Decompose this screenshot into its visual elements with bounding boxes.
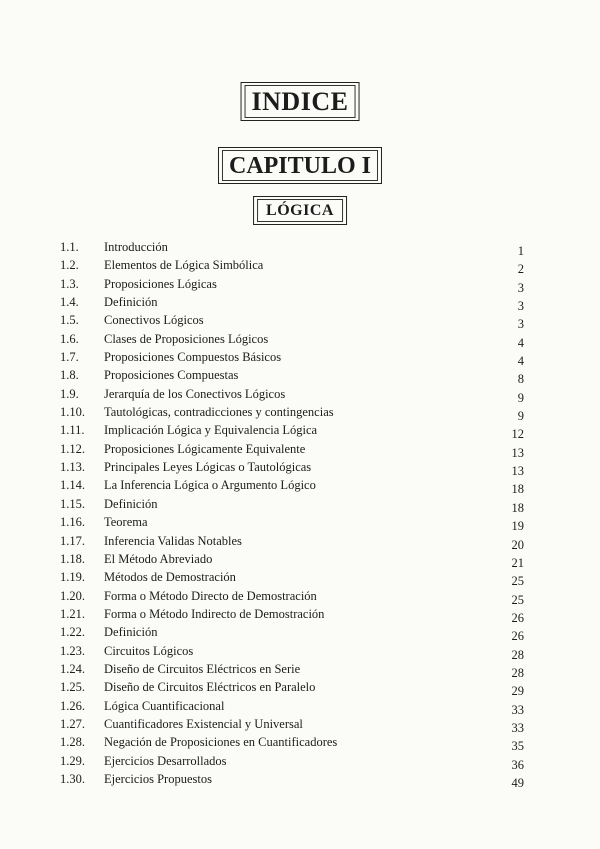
index-heading-box — [241, 82, 360, 121]
toc-entry-page: 21 — [511, 555, 524, 570]
toc-entry — [0, 550, 600, 568]
toc-entry-number: 1.4. — [60, 295, 79, 310]
toc-entry — [0, 623, 600, 644]
toc-entry — [0, 366, 600, 387]
toc-entry — [0, 678, 600, 699]
toc-entry-title: Forma o Método Directo de Demostración — [104, 588, 317, 603]
toc-entry-page: 20 — [511, 537, 524, 552]
toc-entry-title: Ejercicios Propuestos — [104, 771, 212, 786]
index-heading: INDICE — [245, 85, 356, 118]
toc-entry — [0, 660, 600, 678]
toc-entry-number: 1.16. — [60, 515, 85, 530]
toc-entry-title: Proposiciones Compuestos Básicos — [104, 350, 282, 365]
toc-entry-title: Diseño de Circuitos Eléctricos en Serie — [104, 661, 301, 676]
toc-entry-page: 2 — [517, 262, 524, 277]
toc-entry-page: 18 — [511, 500, 524, 515]
toc-entry-page: 9 — [517, 390, 524, 405]
toc-entry-page: 13 — [511, 464, 524, 479]
toc-entry-title: Lógica Cuantificacional — [104, 698, 225, 713]
toc-entry-title: Proposiciones Lógicamente Equivalente — [104, 441, 306, 456]
toc-entry-page: 33 — [511, 720, 524, 735]
toc-entry-page: 4 — [517, 354, 524, 369]
toc-entry-number: 1.29. — [60, 753, 85, 768]
toc-entry-title: Elementos de Lógica Simbólica — [104, 258, 264, 273]
toc-entry-title: Principales Leyes Lógicas o Tautológicas — [104, 460, 312, 475]
toc-entry — [0, 458, 600, 479]
toc-entry-title: El Método Abreviado — [104, 551, 213, 566]
toc-entry-title: Forma o Método Indirecto de Demostración — [104, 606, 325, 621]
toc-entry-number: 1.13. — [60, 460, 85, 475]
toc-entry — [0, 715, 600, 733]
toc-entry-number: 1.30. — [60, 771, 85, 786]
toc-entry-title: Definición — [104, 295, 158, 310]
toc-entry-number: 1.10. — [60, 405, 85, 420]
toc-entry-number: 1.7. — [60, 350, 79, 365]
toc-entry-title: Inferencia Validas Notables — [104, 533, 242, 548]
toc-entry-title: Proposiciones Compuestas — [104, 368, 239, 383]
toc-entry-number: 1.14. — [60, 478, 85, 493]
toc-entry-number: 1.28. — [60, 735, 85, 750]
toc-entry-number: 1.11. — [60, 423, 85, 438]
toc-entry-page: 25 — [511, 592, 524, 607]
toc-entry-page: 1 — [517, 244, 524, 258]
toc-entry-page: 12 — [511, 427, 524, 442]
toc-entry-page: 28 — [511, 665, 524, 680]
toc-entry — [0, 587, 600, 605]
toc-entry-page: 4 — [517, 335, 524, 350]
toc-entry-number: 1.3. — [60, 276, 79, 291]
toc-entry — [0, 385, 600, 403]
toc-entry-title: Diseño de Circuitos Eléctricos en Paralelo — [104, 680, 316, 695]
toc-entry — [0, 532, 600, 550]
toc-entry-title: Métodos de Demostración — [104, 570, 236, 585]
toc-entry-number: 1.6. — [60, 331, 79, 346]
toc-entry-number: 1.19. — [60, 570, 85, 585]
toc-entry — [0, 330, 600, 348]
toc-entry-number: 1.26. — [60, 698, 85, 713]
toc-entry-page: 9 — [517, 409, 524, 424]
toc-entry-title: Ejercicios Desarrollados — [104, 753, 227, 768]
toc-entry-number: 1.15. — [60, 496, 85, 511]
toc-entry-page: 18 — [511, 482, 524, 497]
section-heading-box — [253, 196, 347, 225]
toc-entry-number: 1.2. — [60, 258, 79, 273]
toc-entry-number: 1.27. — [60, 716, 85, 731]
toc-entry-number: 1.20. — [60, 588, 85, 603]
toc-entry-number: 1.1. — [60, 240, 79, 254]
toc-entry-page: 35 — [511, 739, 524, 754]
toc-entry-page: 26 — [511, 610, 524, 625]
toc-entry — [0, 293, 600, 314]
toc-entry-number: 1.21. — [60, 606, 85, 621]
toc-entry — [0, 348, 600, 369]
toc-entry-page: 3 — [517, 317, 524, 332]
toc-entry-title: Negación de Proposiciones en Cuantificadores — [104, 735, 338, 750]
toc-entry-page: 3 — [517, 299, 524, 314]
toc-entry-title: Definición — [104, 625, 158, 640]
toc-entry-title: Introducción — [104, 240, 168, 254]
toc-entry — [0, 440, 600, 458]
toc-entry-title: Proposiciones Lógicas — [104, 276, 217, 291]
toc-entry-number: 1.5. — [60, 313, 79, 328]
toc-entry-number: 1.17. — [60, 533, 85, 548]
toc-entry-title: Circuitos Lógicos — [104, 643, 194, 658]
toc-entry-page: 25 — [511, 574, 524, 589]
toc-entry — [0, 605, 600, 623]
toc-entry — [0, 642, 600, 660]
toc-entry-title: Tautológicas, contradicciones y contingencias — [104, 405, 334, 420]
toc-entry-page: 36 — [511, 757, 524, 772]
toc-entry — [0, 495, 600, 513]
toc-entry-page: 49 — [511, 775, 524, 790]
toc-entry-number: 1.9. — [60, 386, 79, 401]
table-of-contents — [0, 238, 600, 788]
toc-entry-page: 33 — [511, 702, 524, 717]
toc-entry — [0, 697, 600, 715]
toc-entry-number: 1.25. — [60, 680, 85, 695]
toc-entry-page: 19 — [511, 519, 524, 534]
toc-entry — [0, 256, 600, 277]
toc-entry-page: 28 — [511, 647, 524, 662]
toc-entry — [0, 275, 600, 293]
section-heading: LÓGICA — [257, 199, 343, 222]
toc-entry-page: 13 — [511, 445, 524, 460]
toc-entry-title: Clases de Proposiciones Lógicos — [104, 331, 269, 346]
toc-entry-number: 1.8. — [60, 368, 79, 383]
toc-entry-page: 26 — [511, 629, 524, 644]
toc-entry-number: 1.23. — [60, 643, 85, 658]
toc-entry — [0, 403, 600, 424]
toc-entry-title: Cuantificadores Existencial y Universal — [104, 716, 303, 731]
toc-entry — [0, 568, 600, 589]
toc-entry — [0, 476, 600, 497]
toc-entry — [0, 733, 600, 754]
toc-entry-number: 1.22. — [60, 625, 85, 640]
chapter-heading-box — [218, 147, 382, 184]
toc-entry-number: 1.24. — [60, 661, 85, 676]
toc-entry-number: 1.18. — [60, 551, 85, 566]
toc-entry-number: 1.12. — [60, 441, 85, 456]
toc-entry — [0, 513, 600, 534]
toc-entry-title: Conectivos Lógicos — [104, 313, 204, 328]
toc-entry-title: Implicación Lógica y Equivalencia Lógica — [104, 423, 318, 438]
toc-entry-title: Teorema — [104, 515, 148, 530]
toc-entry — [0, 752, 600, 770]
toc-entry-page: 8 — [517, 372, 524, 387]
toc-entry-title: La Inferencia Lógica o Argumento Lógico — [104, 478, 316, 493]
toc-entry — [0, 238, 600, 256]
toc-entry-page: 29 — [511, 684, 524, 699]
chapter-heading: CAPITULO I — [222, 150, 378, 181]
toc-entry-title: Jerarquía de los Conectivos Lógicos — [104, 386, 286, 401]
toc-entry — [0, 311, 600, 332]
toc-entry-title: Definición — [104, 496, 158, 511]
toc-entry — [0, 770, 600, 788]
toc-entry-page: 3 — [517, 280, 524, 295]
toc-entry — [0, 421, 600, 442]
